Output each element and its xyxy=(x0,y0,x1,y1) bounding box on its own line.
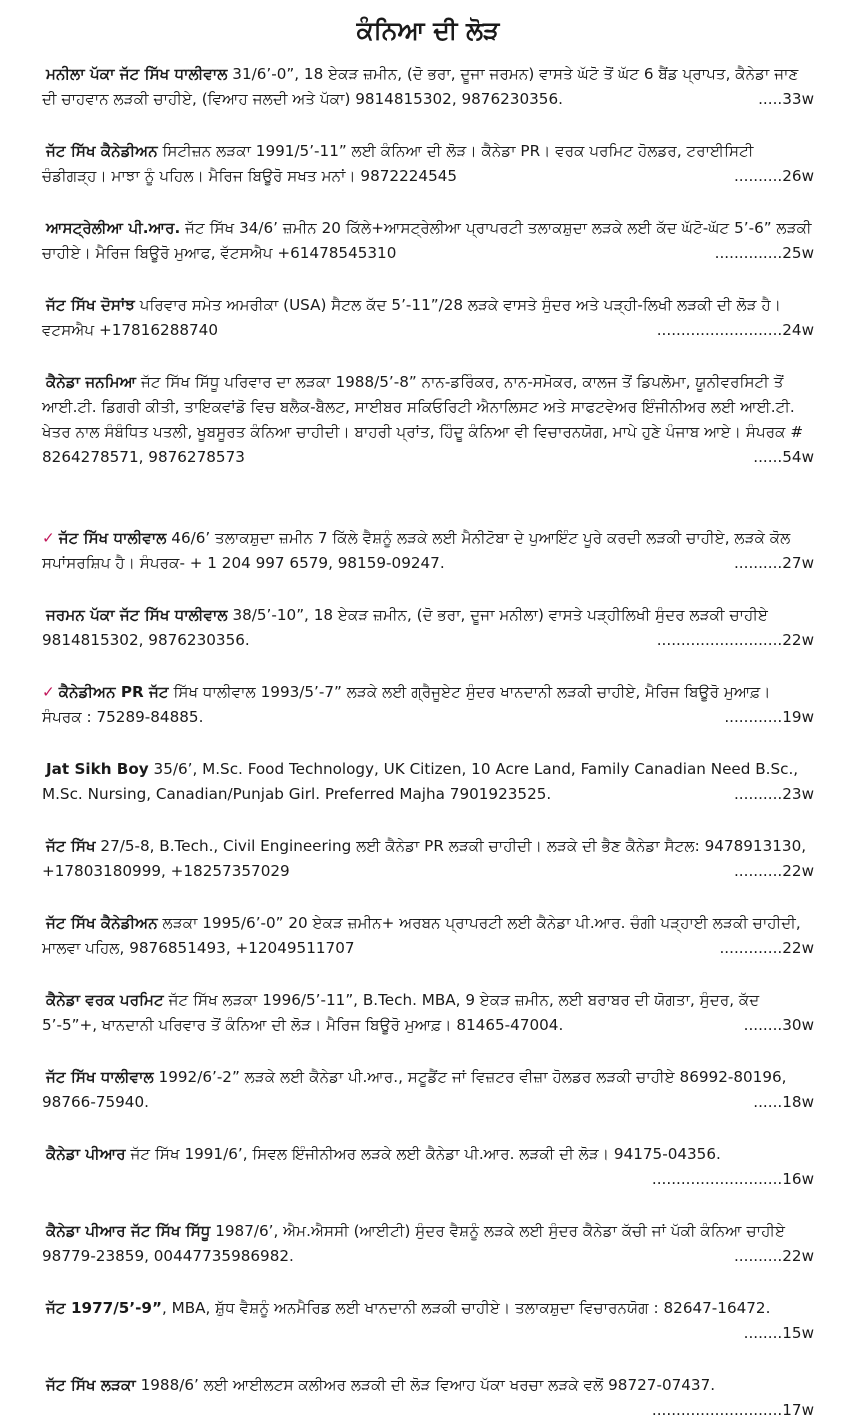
ad-text: ਲੜਕਾ 1995/6’-0” 20 ਏਕੜ ਜ਼ਮੀਨ+ ਅਰਬਨ ਪ੍ਰਾਪਰਟੀ ਲਈ ਕੈਨੇਡਾ ਪੀ.ਆਰ. ਚੰਗੀ ਪੜ੍ਹਾਈ ਲੜਕੀ ਚਾਹੀਦੀ, ਮਾਲਵਾ ਪਹਿਲ, 9876851493, +12049511707 xyxy=(42,914,801,957)
ad-code: ..........23w xyxy=(733,785,814,803)
ad-text: ਸਿੱਖ ਧਾਲੀਵਾਲ 1993/5’-7” ਲੜਕੇ ਲਈ ਗ੍ਰੈਜੂਏਟ ਸੁੰਦਰ ਖਾਨਦਾਨੀ ਲੜਕੀ ਚਾਹੀਏ, ਮੈਰਿਜ ਬਿਊਰੋ ਮੁਆਫ਼। ਸੰਪਰਕ : 75289-84885. xyxy=(42,683,771,726)
ad-lead: ਜੱਟ ਸਿੱਖ ਲੜਕਾ xyxy=(46,1376,136,1394)
ad-text: 1988/6’ ਲਈ ਆਈਲਟਸ ਕਲੀਅਰ ਲੜਕੀ ਦੀ ਲੋੜ ਵਿਆਹ ਪੱਕਾ ਖਰਚਾ ਲੜਕੇ ਵਲੋਂ 98727-07437. xyxy=(135,1376,716,1394)
ad-lead: ਕੈਨੇਡਾ ਜਨਮਿਆ xyxy=(46,373,137,391)
ad-lead: Jat Sikh Boy xyxy=(46,760,149,778)
ad-code: ..........22w xyxy=(733,1247,814,1265)
ad-code: ..........27w xyxy=(733,554,814,572)
ad-lead: ਜੱਟ ਸਿੱਖ ਕੈਨੇਡੀਅਨ xyxy=(46,914,158,932)
ad-lead: ਜੱਟ ਸਿੱਖ ਦੋਸਾਂਝ xyxy=(46,296,135,314)
ad-item xyxy=(42,62,814,112)
ad-item xyxy=(42,1065,814,1115)
ad-item xyxy=(42,1219,814,1269)
ad-text: ਜੱਟ ਸਿੱਖ 1991/6’, ਸਿਵਲ ਇੰਜੀਨੀਅਰ ਲੜਕੇ ਲਈ ਕੈਨੇਡਾ ਪੀ.ਆਰ. ਲੜਕੀ ਦੀ ਲੋੜ। 94175-04356. xyxy=(125,1145,721,1163)
ad-item xyxy=(42,293,814,343)
check-icon: ✓ xyxy=(42,529,55,547)
ad-code: ..........26w xyxy=(733,167,814,185)
ad-code: ......54w xyxy=(753,448,814,466)
check-icon: ✓ xyxy=(42,683,55,701)
ad-text: 35/6’, M.Sc. Food Technology, UK Citizen, 10 Acre Land, Family Canadian Need B.Sc., M.Sc. Nursing, Canadian/Punjab Girl. Preferred Majha 7901923525. xyxy=(42,760,799,803)
ad-lead: ਕੈਨੇਡਾ ਵਰਕ ਪਰਮਿਟ xyxy=(46,991,164,1009)
ad-item xyxy=(42,911,814,961)
ad-text: ਜੱਟ ਸਿੱਖ ਲੜਕਾ 1996/5’-11”, B.Tech. MBA, 9 ਏਕੜ ਜ਼ਮੀਨ, ਲਈ ਬਰਾਬਰ ਦੀ ਯੋਗਤਾ, ਸੁੰਦਰ, ਕੱਦ 5’-5”+, ਖਾਨਦਾਨੀ ਪਰਿਵਾਰ ਤੋਂ ਕੰਨਿਆ ਦੀ ਲੋੜ। ਮੈਰਿਜ ਬਿਊਰੋ ਮੁਆਫ਼। 81465-47004. xyxy=(42,991,760,1034)
ad-item xyxy=(42,988,814,1038)
ad-lead: ਕੈਨੇਡੀਅਨ PR ਜੱਟ xyxy=(58,683,169,701)
ad-code: .....33w xyxy=(758,90,814,108)
ad-code: ........30w xyxy=(743,1016,814,1034)
ad-text: ਜੱਟ ਸਿੱਖ ਸਿੱਧੂ ਪਰਿਵਾਰ ਦਾ ਲੜਕਾ 1988/5’-8” ਨਾਨ-ਡਰਿੰਕਰ, ਨਾਨ-ਸਮੋਕਰ, ਕਾਲਜ ਤੋਂ ਡਿਪਲੋਮਾ, ਯੂਨੀਵਰਸਿਟੀ ਤੋਂ ਆਈ.ਟੀ. ਡਿਗਰੀ ਕੀਤੀ, ਤਾਇਕਵਾਂਡੋ ਵਿਚ ਬਲੈਕ-ਬੈਲਟ, ਸਾਈਬਰ ਸਕਿਓਰਿਟੀ ਐਨਾਲਿਸਟ ਅਤੇ ਸਾਫਟਵੇਅਰ ਇੰਜੀਨੀਅਰ ਲਈ ਆਈ.ਟੀ. ਖੇਤਰ ਨਾਲ ਸੰਬੰਧਿਤ ਪਤਲੀ, ਖੂਬਸੂਰਤ ਕੰਨਿਆ ਚਾਹੀਦੀ। ਬਾਹਰੀ ਪ੍ਰਾਂਤ, ਹਿੰਦੂ ਕੰਨਿਆ ਵੀ ਵਿਚਾਰਨਯੋਗ, ਮਾਪੇ ਹੁਣੇ ਪੰਜਾਬ ਆਏ। ਸੰਪਰਕ # 8264278571, 9876278573 xyxy=(42,373,804,466)
ad-code: ...........................16w xyxy=(651,1170,814,1188)
ad-lead: ਜੱਟ ਸਿੱਖ xyxy=(46,837,96,855)
ad-lead: ਜੱਟ 1977/5’-9” xyxy=(46,1299,162,1317)
ad-text: ਪਰਿਵਾਰ ਸਮੇਤ ਅਮਰੀਕਾ (USA) ਸੈਟਲ ਕੱਦ 5’-11”/28 ਲੜਕੇ ਵਾਸਤੇ ਸੁੰਦਰ ਅਤੇ ਪੜ੍ਹੀ-ਲਿਖੀ ਲੜਕੀ ਦੀ ਲੋੜ ਹੈ। ਵਟਸਐਪ +17816288740 xyxy=(42,296,782,339)
ad-lead: ਕੈਨੇਡਾ ਪੀਆਰ xyxy=(46,1145,126,1163)
ad-lead: ਜੱਟ ਸਿੱਖ ਕੈਨੇਡੀਅਨ xyxy=(46,142,158,160)
ad-item xyxy=(42,757,814,807)
ad-item xyxy=(42,1373,814,1423)
ad-item xyxy=(42,603,814,653)
ad-text: 27/5-8, B.Tech., Civil Engineering ਲਈ ਕੈਨੇਡਾ PR ਲੜਕੀ ਚਾਹੀਦੀ। ਲੜਕੇ ਦੀ ਭੈਣ ਕੈਨੇਡਾ ਸੈਟਲ: 9478913130, +17803180999, +18257357029 xyxy=(42,837,807,880)
ad-lead: ਆਸਟ੍ਰੇਲੀਆ ਪੀ.ਆਰ. xyxy=(46,219,181,237)
ads-list xyxy=(42,62,814,1423)
ad-lead: ਕੈਨੇਡਾ ਪੀਆਰ ਜੱਟ ਸਿੱਖ ਸਿੱਧੂ xyxy=(46,1222,211,1240)
ad-item xyxy=(42,370,814,470)
ad-code: ..........................22w xyxy=(656,631,814,649)
ad-text: ਜੱਟ ਸਿੱਖ 34/6’ ਜ਼ਮੀਨ 20 ਕਿੱਲੇ+ਆਸਟ੍ਰੇਲੀਆ ਪ੍ਰਾਪਰਟੀ ਤਲਾਕਸ਼ੁਦਾ ਲੜਕੇ ਲਈ ਕੱਦ ਘੱਟੋ-ਘੱਟ 5’-6” ਲੜਕੀ ਚਾਹੀਏ। ਮੈਰਿਜ ਬਿਊਰੋ ਮੁਆਫ, ਵੱਟਸਐਪ +61478545310 xyxy=(42,219,812,262)
ad-item xyxy=(42,216,814,266)
ad-item xyxy=(42,680,814,730)
ad-text: 38/5’-10”, 18 ਏਕੜ ਜ਼ਮੀਨ, (ਦੋ ਭਰਾ, ਦੂਜਾ ਮਨੀਲਾ) ਵਾਸਤੇ ਪੜ੍ਹੀਲਿਖੀ ਸੁੰਦਰ ਲੜਕੀ ਚਾਹੀਏ 9814815302, 9876230356. xyxy=(42,606,769,649)
page-title: ਕੰਨਿਆ ਦੀ ਲੋੜ xyxy=(356,16,500,45)
ad-text: , MBA, ਸ਼ੁੱਧ ਵੈਸ਼ਨੂੰ ਅਨਮੈਰਿਡ ਲਈ ਖਾਨਦਾਨੀ ਲੜਕੀ ਚਾਹੀਏ। ਤਲਾਕਸ਼ੁਦਾ ਵਿਚਾਰਨਯੋਗ : 82647-16472. xyxy=(161,1299,771,1317)
ad-code: ........15w xyxy=(743,1324,814,1342)
ad-text: 1992/6’-2” ਲੜਕੇ ਲਈ ਕੈਨੇਡਾ ਪੀ.ਆਰ., ਸਟੂਡੈਂਟ ਜਾਂ ਵਿਜ਼ਟਰ ਵੀਜ਼ਾ ਹੋਲਡਰ ਲੜਕੀ ਚਾਹੀਏ 86992-80196, 98766-75940. xyxy=(42,1068,787,1111)
ad-text: 46/6’ ਤਲਾਕਸ਼ੁਦਾ ਜ਼ਮੀਨ 7 ਕਿੱਲੇ ਵੈਸ਼ਨੂੰ ਲੜਕੇ ਲਈ ਮੈਨੀਟੋਬਾ ਦੇ ਪੁਆਇੰਟ ਪੂਰੇ ਕਰਦੀ ਲੜਕੀ ਚਾਹੀਏ, ਲੜਕੇ ਕੋਲ ਸਪਾਂਸਰਸ਼ਿਪ ਹੈ। ਸੰਪਰਕ- + 1 204 997 6579, 98159-09247. xyxy=(42,529,791,572)
ad-code: ..........22w xyxy=(733,862,814,880)
ad-code: ..............25w xyxy=(714,244,814,262)
ad-code: ......18w xyxy=(753,1093,814,1111)
ad-code: ..........................24w xyxy=(656,321,814,339)
ad-code: ...........................17w xyxy=(651,1401,814,1419)
ad-lead: ਜੱਟ ਸਿੱਖ ਧਾਲੀਵਾਲ xyxy=(46,1068,154,1086)
ad-item xyxy=(42,139,814,189)
ad-item xyxy=(42,526,814,576)
ad-code: ............19w xyxy=(724,708,814,726)
ad-text: 1987/6’, ਐਮ.ਐਸਸੀ (ਆਈਟੀ) ਸੁੰਦਰ ਵੈਸ਼ਨੂੰ ਲੜਕੇ ਲਈ ਸੁੰਦਰ ਕੈਨੇਡਾ ਕੱਚੀ ਜਾਂ ਪੱਕੀ ਕੰਨਿਆ ਚਾਹੀਏ 98779-23859, 00447735986982. xyxy=(42,1222,786,1265)
ad-code: .............22w xyxy=(719,939,814,957)
ad-item xyxy=(42,1296,814,1346)
ad-lead: ਜਰਮਨ ਪੱਕਾ ਜੱਟ ਸਿੱਖ ਧਾਲੀਵਾਲ xyxy=(46,606,228,624)
ad-item xyxy=(42,834,814,884)
ad-text: ਸਿਟੀਜ਼ਨ ਲੜਕਾ 1991/5’-11” ਲਈ ਕੰਨਿਆ ਦੀ ਲੋੜ। ਕੈਨੇਡਾ PR। ਵਰਕ ਪਰਮਿਟ ਹੋਲਡਰ, ਟਰਾਈਸਿਟੀ ਚੰਡੀਗੜ੍ਹ। ਮਾਝਾ ਨੂੰ ਪਹਿਲ। ਮੈਰਿਜ ਬਿਊਰੋ ਸਖਤ ਮਨਾਂ। 9872224545 xyxy=(42,142,754,185)
ad-lead: ਮਨੀਲਾ ਪੱਕਾ ਜੱਟ ਸਿੱਖ ਧਾਲੀਵਾਲ xyxy=(46,65,228,83)
ad-lead: ਜੱਟ ਸਿੱਖ ਧਾਲੀਵਾਲ xyxy=(58,529,167,547)
ad-item xyxy=(42,1142,814,1192)
ad-text: 31/6’-0”, 18 ਏਕੜ ਜ਼ਮੀਨ, (ਦੋ ਭਰਾ, ਦੂਜਾ ਜਰਮਨ) ਵਾਸਤੇ ਘੱਟੋ ਤੋਂ ਘੱਟ 6 ਬੈਂਡ ਪ੍ਰਾਪਤ, ਕੈਨੇਡਾ ਜਾਣ ਦੀ ਚਾਹਵਾਨ ਲੜਕੀ ਚਾਹੀਏ, (ਵਿਆਹ ਜਲਦੀ ਅਤੇ ਪੱਕਾ) 9814815302, 9876230356. xyxy=(42,65,799,108)
